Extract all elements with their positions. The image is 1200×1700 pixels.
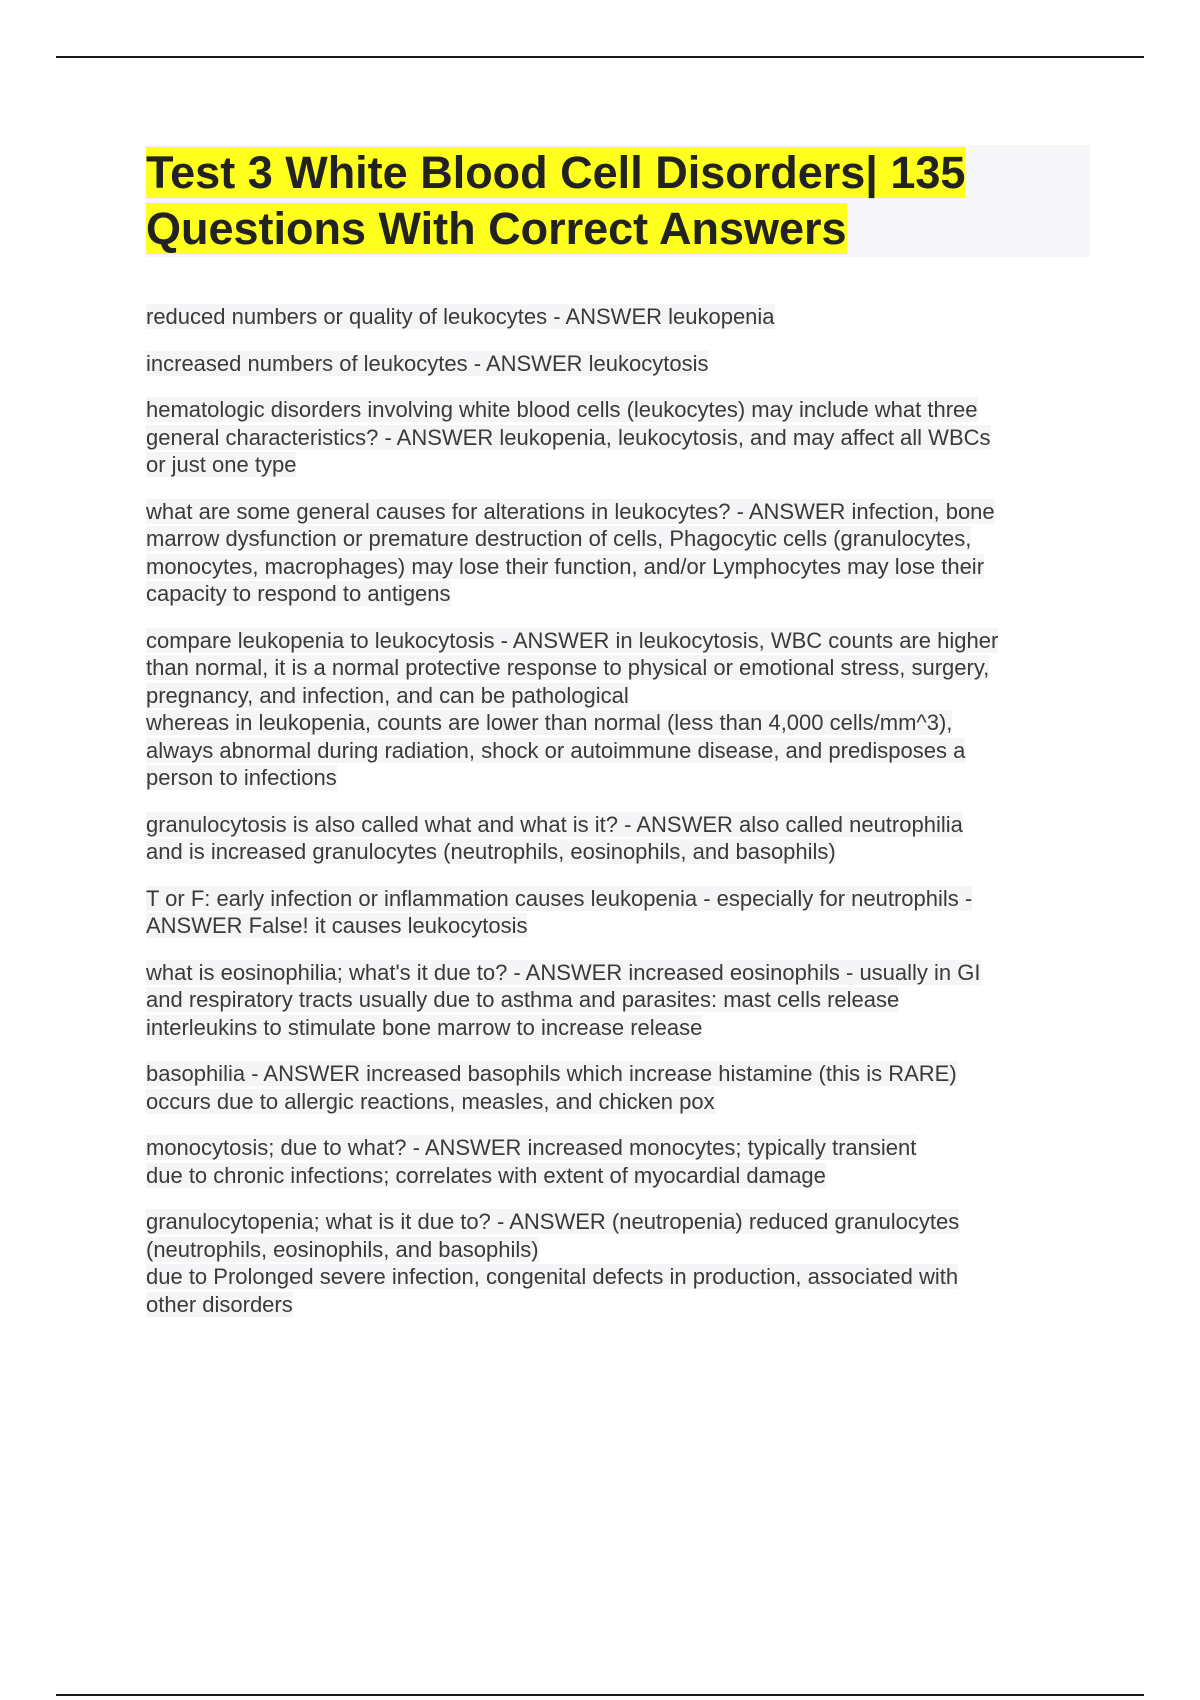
title-line-2: Questions With Correct Answers xyxy=(146,203,847,254)
qa-line-text: and is increased granulocytes (neutrophils, eosinophils, and basophils) xyxy=(146,839,836,864)
qa-line xyxy=(146,682,1090,710)
qa-line-text: what are some general causes for alterations in leukocytes? - ANSWER infection, bone xyxy=(146,498,995,524)
qa-line-text: occurs due to allergic reactions, measles, and chicken pox xyxy=(146,1088,715,1114)
qa-entry xyxy=(146,885,1090,940)
qa-line-text: due to chronic infections; correlates with extent of myocardial damage xyxy=(146,1162,826,1188)
qa-line xyxy=(146,553,1090,581)
qa-line xyxy=(146,885,1090,913)
qa-line xyxy=(146,1236,1090,1264)
qa-line-text: pregnancy, and infection, and can be pathological xyxy=(146,682,629,708)
qa-line xyxy=(146,525,1090,553)
qa-entry xyxy=(146,1208,1090,1318)
qa-line-text: reduced numbers or quality of leukocytes - ANSWER leukopenia xyxy=(146,304,775,329)
qa-line xyxy=(146,959,1090,987)
qa-line-text: T or F: early infection or inflammation causes leukopenia - especially for neutrophils - xyxy=(146,885,973,911)
qa-line xyxy=(146,396,1090,424)
qa-entry xyxy=(146,959,1090,1042)
qa-line-text: person to infections xyxy=(146,765,337,790)
qa-line-text: granulocytosis is also called what and what is it? - ANSWER also called neutrophilia xyxy=(146,811,963,837)
qa-line-text: interleukins to stimulate bone marrow to increase release xyxy=(146,1014,703,1040)
qa-line-text: capacity to respond to antigens xyxy=(146,581,451,606)
document-title xyxy=(146,145,1090,257)
qa-line-text: due to Prolonged severe infection, congenital defects in production, associated with xyxy=(146,1264,959,1289)
qa-line xyxy=(146,627,1090,655)
qa-line-text: general characteristics? - ANSWER leukopenia, leukocytosis, and may affect all WBCs xyxy=(146,424,991,450)
title-line-1: Test 3 White Blood Cell Disorders| 135 xyxy=(146,147,966,198)
qa-line-text: or just one type xyxy=(146,452,297,477)
qa-line xyxy=(146,451,1090,479)
qa-line xyxy=(146,1208,1090,1236)
qa-line xyxy=(146,1060,1090,1088)
qa-line xyxy=(146,654,1090,682)
qa-line-text: whereas in leukopenia, counts are lower than normal (less than 4,000 cells/mm^3), xyxy=(146,710,953,735)
qa-line xyxy=(146,709,1090,737)
qa-line xyxy=(146,1263,1090,1291)
qa-line-text: basophilia - ANSWER increased basophils which increase histamine (this is RARE) xyxy=(146,1061,957,1086)
qa-line-text: increased numbers of leukocytes - ANSWER leukocytosis xyxy=(146,350,709,376)
qa-line-text: and respiratory tracts usually due to asthma and parasites: mast cells release xyxy=(146,987,900,1012)
qa-line-text: ANSWER False! it causes leukocytosis xyxy=(146,913,528,938)
qa-line xyxy=(146,912,1090,940)
qa-entry xyxy=(146,1060,1090,1115)
qa-line-text: what is eosinophilia; what's it due to? - ANSWER increased eosinophils - usually in GI xyxy=(146,959,981,985)
qa-line-text: other disorders xyxy=(146,1291,293,1317)
qa-entry xyxy=(146,350,1090,378)
qa-line xyxy=(146,811,1090,839)
qa-entry xyxy=(146,811,1090,866)
title-block xyxy=(146,145,1090,257)
qa-line-text: always abnormal during radiation, shock or autoimmune disease, and predisposes a xyxy=(146,737,966,763)
document-body xyxy=(146,145,1090,1337)
qa-line-text: hematologic disorders involving white blood cells (leukocytes) may include what three xyxy=(146,397,978,422)
qa-line xyxy=(146,580,1090,608)
qa-line-text: monocytes, macrophages) may lose their function, and/or Lymphocytes may lose their xyxy=(146,553,985,579)
qa-line xyxy=(146,303,1090,331)
qa-line-text: marrow dysfunction or premature destruction of cells, Phagocytic cells (granulocytes, xyxy=(146,526,972,551)
header-rule xyxy=(56,56,1144,58)
qa-entry xyxy=(146,498,1090,608)
qa-entry xyxy=(146,396,1090,479)
qa-line xyxy=(146,1088,1090,1116)
qa-list xyxy=(146,303,1090,1318)
qa-entry xyxy=(146,1134,1090,1189)
qa-line xyxy=(146,424,1090,452)
qa-line-text: (neutrophils, eosinophils, and basophils) xyxy=(146,1236,539,1262)
qa-line-text: monocytosis; due to what? - ANSWER increased monocytes; typically transient xyxy=(146,1135,917,1160)
qa-line xyxy=(146,737,1090,765)
qa-entry xyxy=(146,627,1090,792)
qa-line xyxy=(146,1014,1090,1042)
qa-line xyxy=(146,498,1090,526)
qa-line-text: compare leukopenia to leukocytosis - ANSWER in leukocytosis, WBC counts are higher xyxy=(146,627,999,653)
qa-line-text: than normal, it is a normal protective response to physical or emotional stress, surgery, xyxy=(146,655,990,680)
qa-line-text: granulocytopenia; what is it due to? - ANSWER (neutropenia) reduced granulocytes xyxy=(146,1209,960,1234)
qa-line xyxy=(146,986,1090,1014)
qa-entry xyxy=(146,303,1090,331)
footer-rule xyxy=(56,1694,1144,1696)
qa-line xyxy=(146,1291,1090,1319)
qa-line xyxy=(146,838,1090,866)
qa-line xyxy=(146,1162,1090,1190)
qa-line xyxy=(146,350,1090,378)
qa-line xyxy=(146,1134,1090,1162)
qa-line xyxy=(146,764,1090,792)
